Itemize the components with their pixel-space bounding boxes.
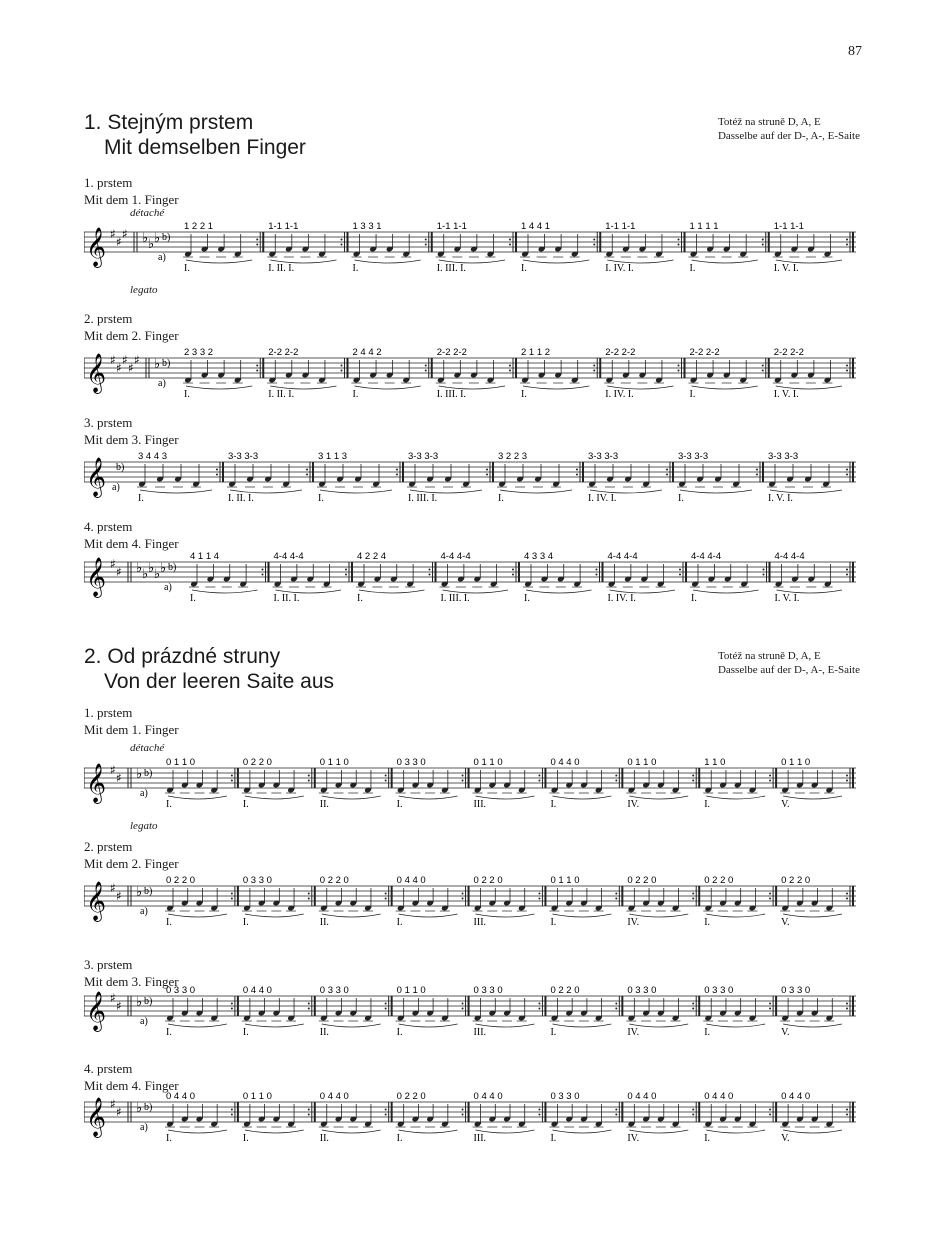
- fingering-label: 0 4 4 0: [396, 875, 426, 886]
- staff-s2-2: [84, 874, 860, 926]
- music-staff: [84, 220, 860, 272]
- fingering-label: 4 2 2 4: [357, 551, 387, 562]
- label-de: Mit dem 3. Finger: [84, 974, 179, 989]
- page-number: 87: [848, 44, 862, 59]
- position-label: III.: [473, 799, 487, 808]
- staff-s2-4: [84, 1090, 860, 1142]
- sharp-icon: ♯: [110, 1097, 116, 1111]
- label-cs: 1. prstem: [84, 175, 133, 190]
- label-de: Mit dem 4. Finger: [84, 536, 179, 551]
- position-label: I. II. I.: [268, 263, 295, 272]
- position-label: V.: [781, 1133, 790, 1142]
- fingering-label: 1 1 1 1: [689, 221, 719, 232]
- label-cs: 3. prstem: [84, 957, 133, 972]
- position-label: I.: [704, 799, 711, 808]
- exercise-label-s1-3: [84, 414, 179, 448]
- flat-icon: ♭: [160, 561, 167, 576]
- position-label: I. V. I.: [768, 493, 793, 502]
- section-2-note-cs: Totéž na struně D, A, E: [717, 650, 821, 662]
- sharp-icon: ♯: [116, 889, 122, 903]
- detache-marking-2: détaché: [130, 742, 165, 754]
- fingering-label: 3-3 3-3: [768, 451, 799, 462]
- variant-a-label: a): [112, 482, 120, 493]
- position-label: I. II. I.: [268, 389, 295, 398]
- variant-b-label: b): [162, 358, 171, 369]
- position-label: I.: [550, 1027, 557, 1036]
- position-label: I.: [704, 1133, 711, 1142]
- fingering-label: 2-2 2-2: [436, 347, 467, 358]
- sharp-icon: ♯: [110, 881, 116, 895]
- fingering-label: 0 3 3 0: [704, 985, 734, 996]
- section-1-note-cs: Totéž na struně D, A, E: [717, 116, 821, 128]
- fingering-label: 0 3 3 0: [627, 985, 657, 996]
- label-de: Mit dem 1. Finger: [84, 722, 179, 737]
- fingering-label: 1 4 4 1: [521, 221, 551, 232]
- fingering-label: 0 2 2 0: [242, 757, 272, 768]
- position-label: I.: [689, 389, 696, 398]
- sharp-icon: ♯: [122, 227, 128, 241]
- legato-marking: legato: [130, 284, 158, 296]
- sharp-icon: ♯: [116, 565, 122, 579]
- fingering-label: 3-3 3-3: [408, 451, 439, 462]
- fingering-label: 0 3 3 0: [396, 757, 426, 768]
- variant-a-label: a): [140, 788, 148, 799]
- variant-b-label: b): [168, 562, 177, 573]
- fingering-label: 1-1 1-1: [605, 221, 636, 232]
- fingering-label: 0 3 3 0: [550, 1091, 580, 1102]
- treble-clef-icon: 𝄞: [86, 763, 107, 803]
- position-label: I. III. I.: [436, 389, 466, 398]
- fingering-label: 2-2 2-2: [773, 347, 804, 358]
- position-label: I. III. I.: [408, 493, 438, 502]
- label-de: Mit dem 4. Finger: [84, 1078, 179, 1093]
- position-label: I.: [184, 389, 190, 398]
- position-label: I.: [521, 389, 527, 398]
- fingering-label: 0 4 4 0: [242, 985, 272, 996]
- fingering-label: 3 4 4 3: [138, 451, 168, 462]
- staff-s1-4: [84, 550, 860, 602]
- section-1-note: [718, 115, 860, 143]
- position-label: I.: [138, 493, 144, 502]
- detache-marking: détaché: [130, 207, 165, 219]
- sharp-icon: ♯: [110, 353, 116, 367]
- label-cs: 4. prstem: [84, 1061, 133, 1076]
- fingering-label: 0 1 1 0: [550, 875, 580, 886]
- fingering-label: 4-4 4-4: [691, 551, 722, 562]
- position-label: I.: [521, 263, 527, 272]
- fingering-label: 4-4 4-4: [774, 551, 805, 562]
- treble-clef-icon: 𝄞: [86, 227, 107, 267]
- position-label: I. IV. I.: [588, 493, 617, 502]
- sharp-icon: ♯: [116, 235, 122, 249]
- music-staff: [84, 450, 860, 502]
- legato-marking-2: legato: [130, 820, 158, 832]
- music-staff: [84, 1090, 860, 1142]
- section-1-note-de: Dasselbe auf der D-, A-, E-Saite: [717, 130, 860, 142]
- fingering-label: 0 2 2 0: [704, 875, 734, 886]
- fingering-label: 0 4 4 0: [473, 1091, 503, 1102]
- sharp-icon: ♯: [110, 557, 116, 571]
- fingering-label: 0 2 2 0: [396, 1091, 426, 1102]
- position-label: I. IV. I.: [605, 389, 634, 398]
- flat-icon: ♭: [136, 1101, 143, 1116]
- fingering-label: 0 2 2 0: [550, 985, 580, 996]
- fingering-label: 1-1 1-1: [773, 221, 804, 232]
- label-cs: 3. prstem: [84, 415, 133, 430]
- fingering-label: 1 1 0: [704, 757, 726, 768]
- flat-icon: ♭: [136, 885, 143, 900]
- fingering-label: 3 1 1 3: [318, 451, 348, 462]
- music-staff: [84, 346, 860, 398]
- music-staff: [84, 984, 860, 1036]
- fingering-label: 4-4 4-4: [273, 551, 304, 562]
- fingering-label: 3-3 3-3: [678, 451, 709, 462]
- fingering-label: 4-4 4-4: [440, 551, 471, 562]
- position-label: II.: [319, 1133, 329, 1142]
- flat-icon: ♭: [142, 231, 149, 246]
- sharp-icon: ♯: [134, 353, 140, 367]
- fingering-label: 2-2 2-2: [268, 347, 299, 358]
- fingering-label: 0 1 1 0: [627, 757, 657, 768]
- fingering-label: 4 3 3 4: [524, 551, 554, 562]
- position-label: I. III. I.: [436, 263, 466, 272]
- sharp-icon: ♯: [110, 227, 116, 241]
- treble-clef-icon: 𝄞: [86, 457, 107, 497]
- label-de: Mit dem 2. Finger: [84, 328, 179, 343]
- position-label: I.: [184, 263, 190, 272]
- staff-s2-3: [84, 984, 860, 1036]
- position-label: I. III. I.: [440, 593, 470, 602]
- section-2-header: [84, 644, 864, 694]
- position-label: III.: [473, 1027, 487, 1036]
- position-label: I.: [352, 389, 359, 398]
- fingering-label: 0 1 1 0: [242, 1091, 272, 1102]
- position-label: I.: [352, 263, 359, 272]
- position-label: I.: [190, 593, 196, 602]
- position-label: I.: [678, 493, 684, 502]
- label-cs: 4. prstem: [84, 519, 133, 534]
- exercise-label-s2-4: [84, 1060, 179, 1094]
- position-label: I. IV. I.: [607, 593, 636, 602]
- label-de: Mit dem 2. Finger: [84, 856, 179, 871]
- fingering-label: 0 3 3 0: [319, 985, 349, 996]
- staff-s1-1: [84, 220, 860, 272]
- position-label: I.: [550, 799, 557, 808]
- music-staff: [84, 550, 860, 602]
- position-label: I.: [498, 493, 504, 502]
- position-label: V.: [781, 917, 790, 926]
- sharp-icon: ♯: [110, 763, 116, 777]
- treble-clef-icon: 𝄞: [86, 1097, 107, 1137]
- fingering-label: 2 3 3 2: [184, 347, 214, 358]
- variant-b-label: b): [144, 1102, 153, 1113]
- fingering-label: 2-2 2-2: [605, 347, 636, 358]
- position-label: I. II. I.: [228, 493, 254, 502]
- variant-a-label: a): [140, 1122, 148, 1133]
- fingering-label: 1 2 2 1: [184, 221, 214, 232]
- staff-s2-1: [84, 756, 860, 808]
- fingering-label: 0 2 2 0: [166, 875, 196, 886]
- treble-clef-icon: 𝄞: [86, 991, 107, 1031]
- label-cs: 2. prstem: [84, 839, 133, 854]
- treble-clef-icon: 𝄞: [86, 353, 107, 393]
- position-label: I.: [524, 593, 530, 602]
- position-label: I.: [166, 1027, 172, 1036]
- exercise-label-s1-4: [84, 518, 179, 552]
- position-label: I. II. I.: [273, 593, 300, 602]
- position-label: IV.: [627, 917, 640, 926]
- flat-icon: ♭: [148, 561, 155, 576]
- fingering-label: 0 1 1 0: [319, 757, 349, 768]
- fingering-label: 0 3 3 0: [242, 875, 272, 886]
- position-label: II.: [319, 799, 329, 808]
- fingering-label: 4-4 4-4: [607, 551, 638, 562]
- flat-icon: ♭: [136, 995, 143, 1010]
- fingering-label: 2 1 1 2: [521, 347, 551, 358]
- fingering-label: 0 4 4 0: [166, 1091, 196, 1102]
- position-label: IV.: [627, 1133, 640, 1142]
- sharp-icon: ♯: [110, 991, 116, 1005]
- fingering-label: 3-3 3-3: [228, 451, 259, 462]
- position-label: I.: [550, 1133, 557, 1142]
- exercise-label-s2-1: [84, 704, 179, 738]
- position-label: V.: [781, 1027, 790, 1036]
- fingering-label: 0 4 4 0: [319, 1091, 349, 1102]
- sharp-icon: ♯: [116, 999, 122, 1013]
- flat-icon: ♭: [154, 231, 161, 246]
- fingering-label: 3-3 3-3: [588, 451, 619, 462]
- variant-b-label: b): [144, 886, 153, 897]
- section-1-header: [84, 110, 864, 160]
- exercise-label-s1-1: [84, 174, 179, 208]
- fingering-label: 2 4 4 2: [352, 347, 382, 358]
- fingering-label: 3 2 2 3: [498, 451, 528, 462]
- fingering-label: 0 2 2 0: [473, 875, 503, 886]
- fingering-label: 0 1 1 0: [473, 757, 503, 768]
- position-label: IV.: [627, 799, 640, 808]
- position-label: I. V. I.: [774, 593, 800, 602]
- flat-icon: ♭: [154, 357, 161, 372]
- position-label: I.: [704, 917, 711, 926]
- sharp-icon: ♯: [122, 353, 128, 367]
- position-label: IV.: [627, 1027, 640, 1036]
- fingering-label: 0 2 2 0: [319, 875, 349, 886]
- variant-a-label: a): [164, 582, 172, 593]
- position-label: II.: [319, 917, 329, 926]
- fingering-label: 1-1 1-1: [436, 221, 467, 232]
- position-label: I.: [396, 799, 403, 808]
- exercise-label-s1-2: [84, 310, 179, 344]
- position-label: I.: [242, 1027, 249, 1036]
- position-label: I. V. I.: [773, 389, 799, 398]
- position-label: I.: [396, 1027, 403, 1036]
- position-label: I.: [166, 799, 172, 808]
- variant-b-label: b): [162, 232, 171, 243]
- position-label: I.: [242, 1133, 249, 1142]
- treble-clef-icon: 𝄞: [86, 881, 107, 921]
- fingering-label: 0 3 3 0: [473, 985, 503, 996]
- position-label: I.: [166, 1133, 172, 1142]
- flat-icon: ♭: [136, 767, 143, 782]
- label-cs: 2. prstem: [84, 311, 133, 326]
- music-staff: [84, 874, 860, 926]
- section-2-note-de: Dasselbe auf der D-, A-, E-Saite: [717, 664, 860, 676]
- fingering-label: 0 3 3 0: [781, 985, 811, 996]
- sharp-icon: ♯: [116, 1105, 122, 1119]
- fingering-label: 0 1 1 0: [781, 757, 811, 768]
- fingering-label: 0 1 1 0: [166, 757, 196, 768]
- variant-a-label: a): [158, 378, 166, 389]
- position-label: I.: [242, 917, 249, 926]
- position-label: I.: [396, 1133, 403, 1142]
- fingering-label: 1 3 3 1: [352, 221, 382, 232]
- fingering-label: 0 4 4 0: [627, 1091, 657, 1102]
- fingering-label: 1-1 1-1: [268, 221, 299, 232]
- flat-icon: ♭: [154, 567, 161, 582]
- position-label: I.: [689, 263, 696, 272]
- flat-icon: ♭: [142, 567, 149, 582]
- section-2-note: [718, 649, 860, 677]
- position-label: III.: [473, 917, 487, 926]
- section-2-title-cs: 2. Od prázdné struny: [84, 645, 281, 668]
- position-label: III.: [473, 1133, 487, 1142]
- staff-s1-3: [84, 450, 860, 502]
- sharp-icon: ♯: [116, 771, 122, 785]
- fingering-label: 0 2 2 0: [627, 875, 657, 886]
- variant-b-label: b): [144, 768, 153, 779]
- fingering-label: 2-2 2-2: [689, 347, 720, 358]
- music-staff: [84, 756, 860, 808]
- sharp-icon: ♯: [116, 361, 122, 375]
- position-label: I.: [396, 917, 403, 926]
- fingering-label: 0 3 3 0: [166, 985, 196, 996]
- fingering-label: 0 2 2 0: [781, 875, 811, 886]
- flat-icon: ♭: [148, 237, 155, 252]
- position-label: I.: [242, 799, 249, 808]
- sharp-icon: ♯: [128, 361, 134, 375]
- variant-a-label: a): [158, 252, 166, 263]
- section-2-title-de: Von der leeren Saite aus: [104, 670, 334, 693]
- position-label: I.: [318, 493, 324, 502]
- variant-a-label: a): [140, 1016, 148, 1027]
- variant-b-label: b): [116, 462, 125, 473]
- variant-a-label: a): [140, 906, 148, 917]
- position-label: I.: [550, 917, 557, 926]
- position-label: I.: [166, 917, 172, 926]
- position-label: V.: [781, 799, 790, 808]
- fingering-label: 4 1 1 4: [190, 551, 220, 562]
- position-label: I. IV. I.: [605, 263, 634, 272]
- position-label: II.: [319, 1027, 329, 1036]
- section-1-title-cs: 1. Stejným prstem: [84, 111, 254, 134]
- section-1-title-de: Mit demselben Finger: [104, 136, 306, 159]
- flat-icon: ♭: [136, 561, 143, 576]
- fingering-label: 0 4 4 0: [704, 1091, 734, 1102]
- position-label: I. V. I.: [773, 263, 799, 272]
- staff-s1-2: [84, 346, 860, 398]
- label-cs: 1. prstem: [84, 705, 133, 720]
- label-de: Mit dem 1. Finger: [84, 192, 179, 207]
- fingering-label: 0 1 1 0: [396, 985, 426, 996]
- position-label: I.: [357, 593, 363, 602]
- position-label: I.: [691, 593, 697, 602]
- label-de: Mit dem 3. Finger: [84, 432, 179, 447]
- exercise-label-s2-2: [84, 838, 179, 872]
- position-label: I.: [704, 1027, 711, 1036]
- fingering-label: 0 4 4 0: [781, 1091, 811, 1102]
- fingering-label: 0 4 4 0: [550, 757, 580, 768]
- treble-clef-icon: 𝄞: [86, 557, 107, 597]
- variant-b-label: b): [144, 996, 153, 1007]
